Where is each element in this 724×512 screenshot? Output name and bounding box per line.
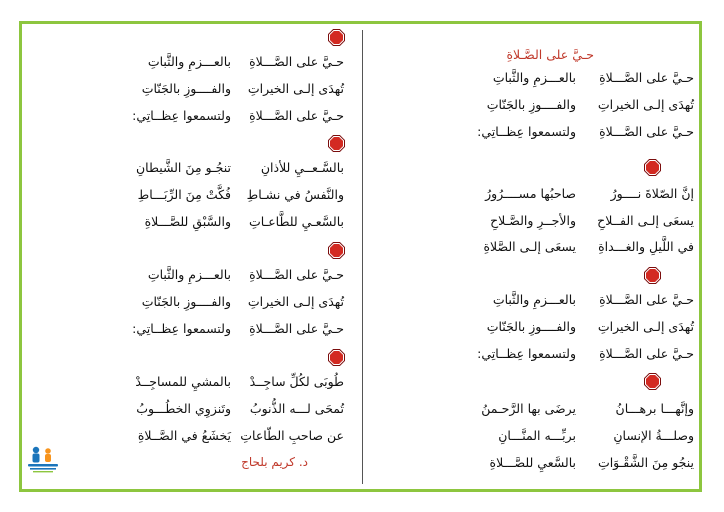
- verse-line: بالسَّـعــيِ للأذانِ تنجُـو مِنَ الشَّيطانِ: [135, 160, 344, 175]
- verse-line: حـيَّ على الصَّـــلاةِ بالعـــزمِ والثَّباتِ: [147, 54, 344, 69]
- verse-line: حـيَّ على الصَّـــلاةِ بالعـــزمِ والثَّباتِ: [492, 292, 694, 307]
- verse-line: تُمحَى لـــه الذُّنوبُ وتَنزوِي الخطُـــوبُ: [136, 401, 344, 416]
- verse-line: حـيَّ على الصَّـــلاةِ ولتسمعوا عِظــاتِي:: [132, 108, 344, 123]
- poem-title: حـيَّ على الصَّـلاةِ: [506, 47, 594, 62]
- verse-line: والنَّفسُ في نشـاطِ فُكَّتْ مِنَ الرِّبَـــاطِ: [137, 187, 344, 202]
- column-divider: [362, 30, 363, 484]
- verse-line: ينجُو مِنَ الشَّقْـوَاتِ بالسَّعيِ للصَّـــلاةِ: [489, 455, 694, 470]
- publisher-logo-icon: [24, 443, 64, 475]
- verse-line: وإنَّهـــا برهـــانُ يرضَى بها الرَّحـمنُ: [481, 401, 694, 416]
- verse-line: حـيَّ على الصَّـــلاةِ بالعـــزمِ والثَّباتِ: [147, 267, 344, 282]
- verse-line: تُهدَى إلـى الخيراتِ والفــــوزِ بالجَنّاتِ: [141, 294, 344, 309]
- verse-line: تُهدَى إلـى الخيراتِ والفــــوزِ بالجَنّاتِ: [486, 319, 694, 334]
- verse-line: حـيَّ على الصَّـــلاةِ ولتسمعوا عِظــاتِي:: [132, 321, 344, 336]
- verse-line: عن صاحبِ الطّاعاتِ يَخشَعُ في الصَّــلاةِ: [137, 428, 344, 443]
- verse-line: تُهدَى إلـى الخيراتِ والفــــوزِ بالجَنّاتِ: [141, 81, 344, 96]
- verse-line: حـيَّ على الصَّـــلاةِ ولتسمعوا عِظــاتِي:: [477, 346, 694, 361]
- verse-line: بالسَّعـيِ للطَّاعـاتِ والسَّبْقِ للصَّـــلاةِ: [144, 214, 344, 229]
- right-column: [372, 0, 712, 512]
- verse-line: إنَّ الصّلاةَ نــــورُ صاحبُها مســــرُورُ: [485, 186, 694, 201]
- verse-line: وصلـــةُ الإنسانِ بربِّـــه المنَّـــانِ: [498, 428, 694, 443]
- verse-line: حـيَّ على الصَّـــلاةِ بالعـــزمِ والثَّباتِ: [492, 70, 694, 85]
- verse-line: يسعَى إلـى الفــلاحِ والأجــرِ والصَّـلاحِ: [490, 213, 694, 228]
- left-column: [10, 0, 350, 512]
- verse-line: حـيَّ على الصَّـــلاةِ ولتسمعوا عِظــاتِي:: [477, 124, 694, 139]
- verse-line: تُهدَى إلـى الخيراتِ والفــــوزِ بالجَنّاتِ: [486, 97, 694, 112]
- verse-line: طُوبَى لكُلِّ ساجِــدْ بالمشيِ للمساجِــدْ: [135, 374, 344, 389]
- verse-line: في اللَّيلِ والغـــداةِ يسعَى إلـى الصَّلاةِ: [483, 239, 694, 254]
- poem-author: د. كريم بلحاج: [241, 455, 308, 469]
